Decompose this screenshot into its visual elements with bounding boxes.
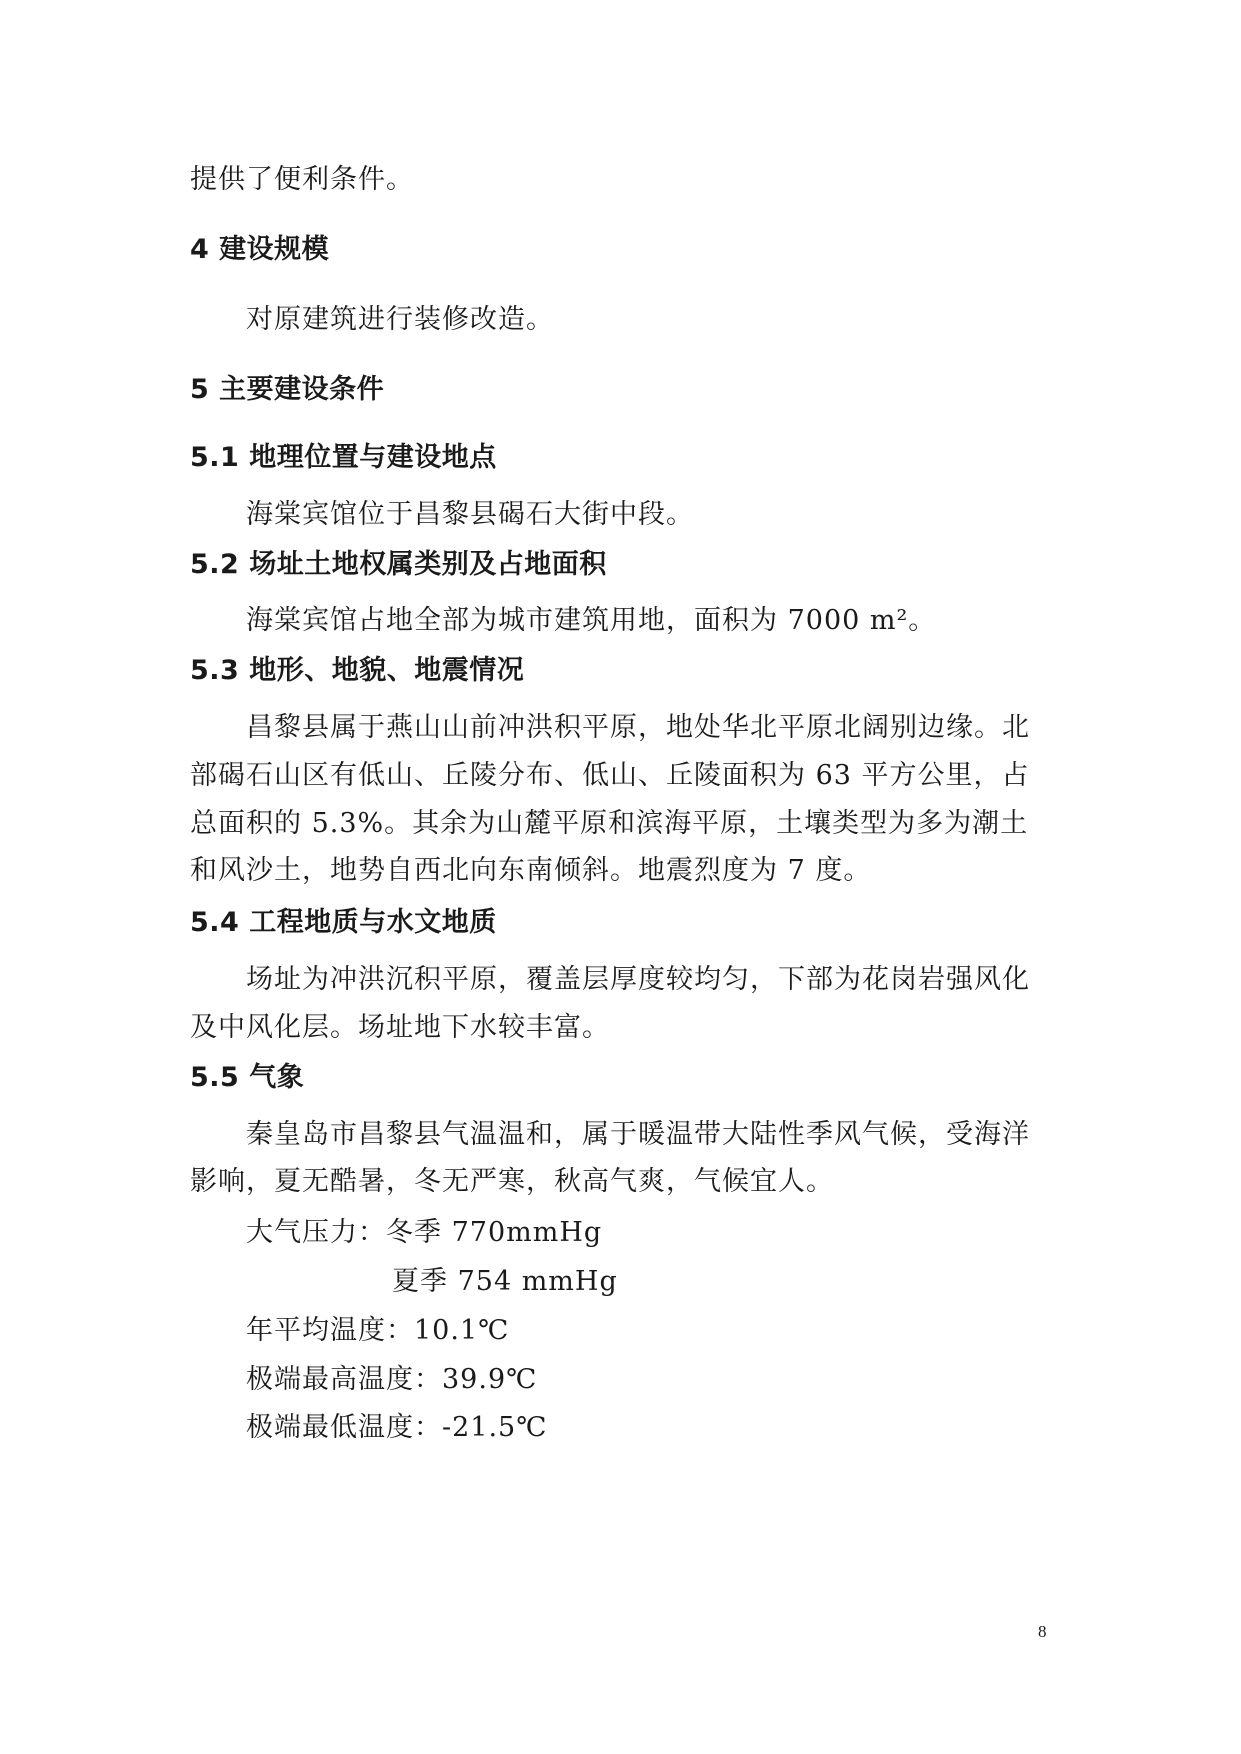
paragraph-section-5-2: 海棠宾馆占地全部为城市建筑用地，面积为 7000 m²。 (246, 605, 937, 636)
paragraph-section-5-4-line-1: 场址为冲洪沉积平原，覆盖层厚度较均匀，下部为花岗岩强风化 (246, 964, 1030, 995)
paragraph-section-5-4-line-2: 及中风化层。场址地下水较丰富。 (190, 1012, 610, 1043)
section-heading-5-3: 5.3 地形、地貌、地震情况 (190, 655, 525, 686)
section-heading-5-1: 5.1 地理位置与建设地点 (190, 442, 497, 473)
paragraph-section-5-3-line-1: 昌黎县属于燕山山前冲洪积平原，地处华北平原北阔别边缘。北 (246, 712, 1030, 743)
paragraph-section-5-3-line-4: 和风沙土，地势自西北向东南倾斜。地震烈度为 7 度。 (190, 855, 872, 886)
pressure-winter: 大气压力：冬季 770mmHg (246, 1217, 603, 1248)
paragraph-section-4: 对原建筑进行装修改造。 (246, 304, 554, 335)
section-heading-5: 5 主要建设条件 (190, 374, 385, 405)
pressure-summer: 夏季 754 mmHg (392, 1266, 618, 1297)
minimum-temperature: 极端最低温度：-21.5℃ (246, 1412, 548, 1443)
page-number: 8 (1038, 1622, 1047, 1641)
paragraph-section-5-3-line-3: 总面积的 5.3%。其余为山麓平原和滨海平原，土壤类型为多为潮土 (190, 808, 1029, 839)
paragraph-section-5-5-line-2: 影响，夏无酷暑，冬无严寒，秋高气爽，气候宜人。 (190, 1166, 834, 1197)
section-heading-5-4: 5.4 工程地质与水文地质 (190, 907, 497, 938)
paragraph-section-5-5-line-1: 秦皇岛市昌黎县气温温和，属于暖温带大陆性季风气候，受海洋 (246, 1119, 1030, 1150)
section-heading-5-5: 5.5 气象 (190, 1062, 305, 1093)
paragraph-section-5-3-line-2: 部碣石山区有低山、丘陵分布、低山、丘陵面积为 63 平方公里，占 (190, 760, 1030, 791)
average-temperature: 年平均温度：10.1℃ (246, 1315, 510, 1346)
maximum-temperature: 极端最高温度：39.9℃ (246, 1364, 538, 1395)
section-heading-5-2: 5.2 场址土地权属类别及占地面积 (190, 549, 607, 580)
section-heading-4: 4 建设规模 (190, 234, 330, 265)
paragraph-section-5-1: 海棠宾馆位于昌黎县碣石大街中段。 (246, 499, 694, 530)
paragraph-intro-tail: 提供了便利条件。 (190, 164, 414, 195)
